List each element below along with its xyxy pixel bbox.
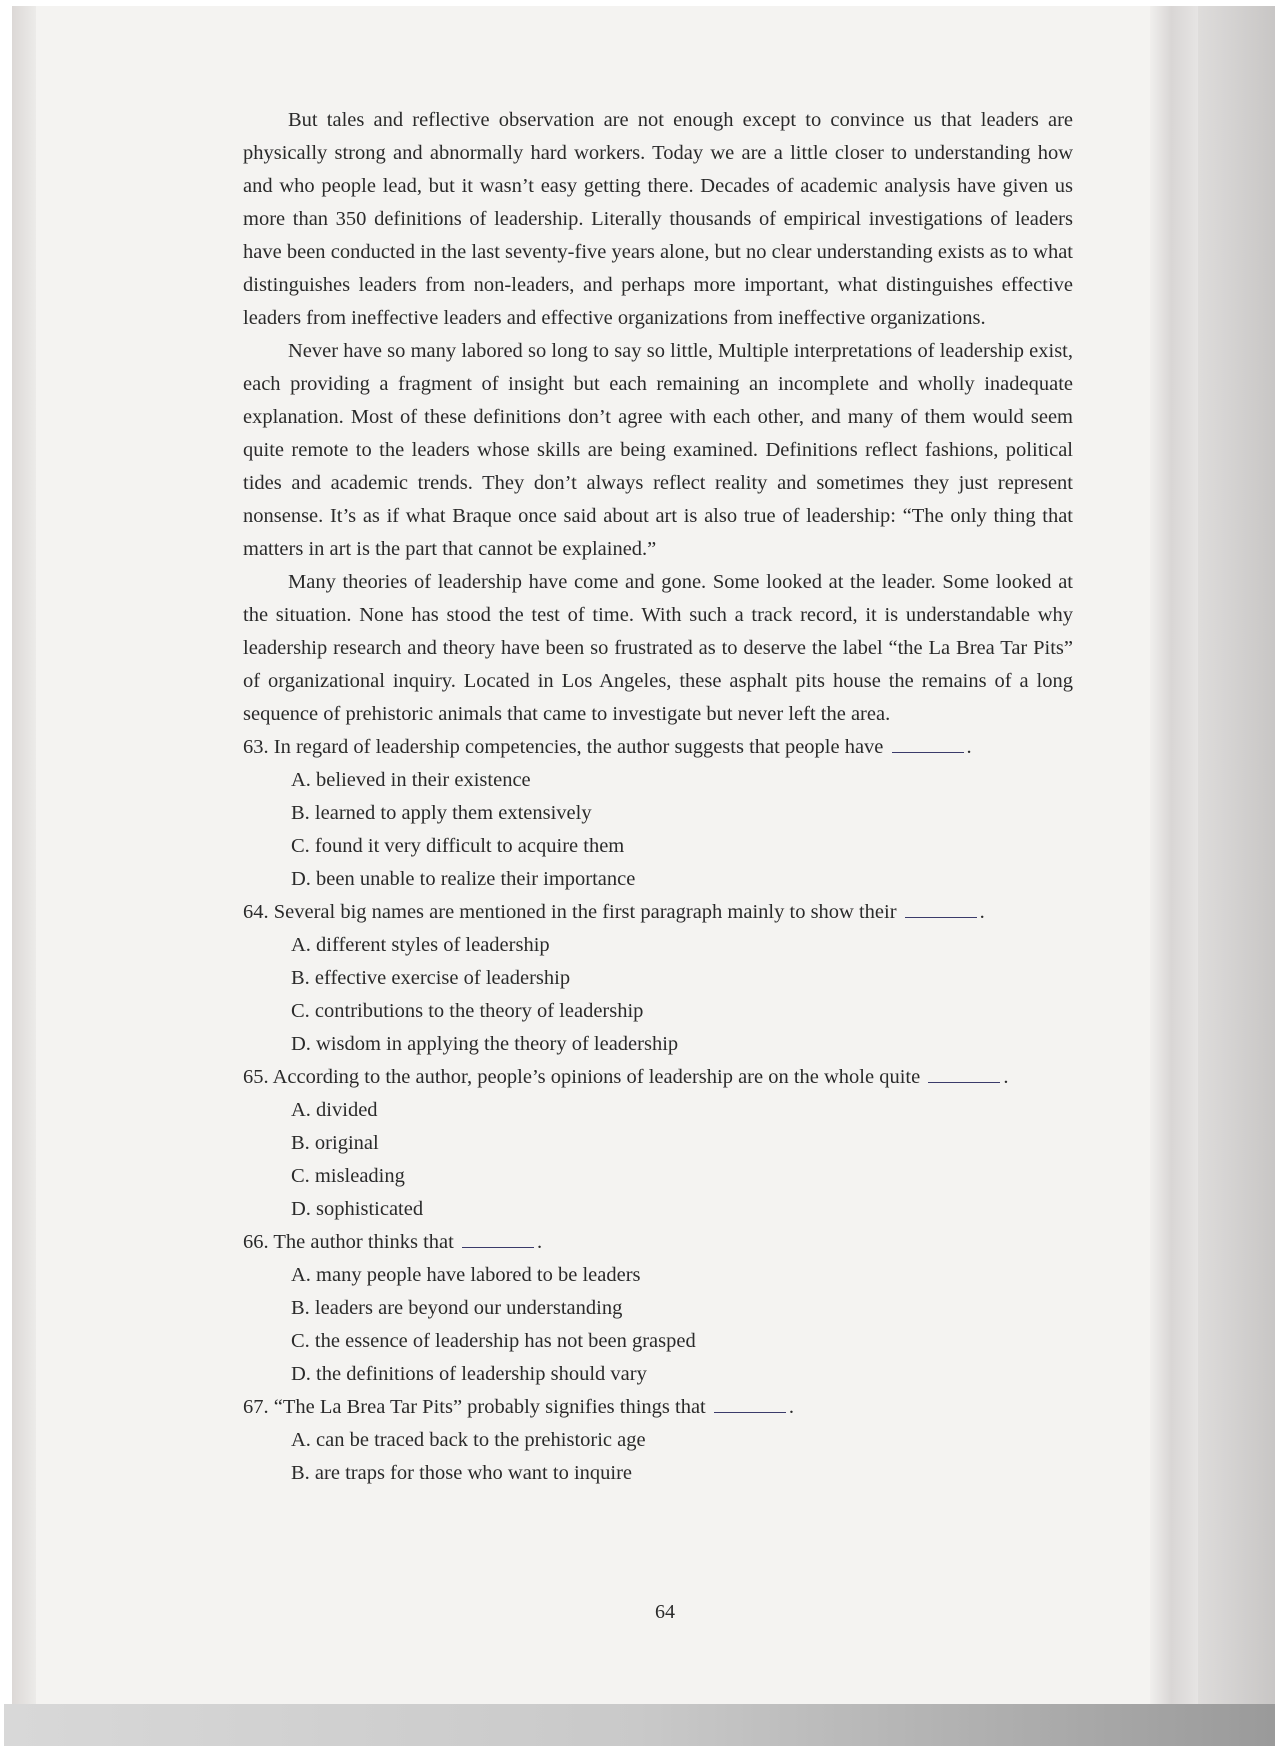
option: A. believed in their existence (291, 769, 531, 791)
page-left-edge (12, 6, 36, 1704)
option: C. contributions to the theory of leadership (291, 1000, 644, 1022)
passage-paragraph: Never have so many labored so long to say so little, Multiple interpretations of leadership exist, each providing a fragment of insight but each remaining an incomplete and wholly inadequate explanation. Most of these definitions don’t agree with each other, and many of them would seem quite remote to the leaders whose skills are being examined. Definitions reflect fashions, political tides and academic trends. They don’t always reflect reality and sometimes they just represent nonsense. It’s as if what Braque once said about art is also true of leadership: “The only thing that matters in art is the part that cannot be explained.” (243, 340, 1073, 560)
question-text: 66. The author thinks that (243, 1231, 454, 1253)
answer-blank (462, 1231, 534, 1248)
page-number: 64 (655, 1601, 675, 1623)
option: A. many people have labored to be leaders (291, 1264, 641, 1286)
option: C. the essence of leadership has not been grasped (291, 1330, 696, 1352)
question-66 (243, 1226, 1073, 1391)
question-stem (243, 896, 1073, 929)
option: C. misleading (291, 1165, 405, 1187)
option: A. different styles of leadership (291, 934, 550, 956)
scanner-bottom-shadow (4, 1704, 1275, 1746)
option: D. sophisticated (291, 1198, 424, 1220)
question-65 (243, 1061, 1073, 1226)
option: B. are traps for those who want to inquire (291, 1462, 633, 1484)
option: B. effective exercise of leadership (291, 967, 571, 989)
option: C. found it very difficult to acquire them (291, 835, 625, 857)
option: A. divided (291, 1099, 378, 1121)
question-stem (243, 731, 1073, 764)
option: D. wisdom in applying the theory of leadership (291, 1033, 679, 1055)
answer-blank (892, 736, 964, 753)
question-text: 64. Several big names are mentioned in the first paragraph mainly to show their (243, 901, 897, 923)
option: A. can be traced back to the prehistoric age (291, 1429, 646, 1451)
option: B. learned to apply them extensively (291, 802, 592, 824)
page-content (243, 104, 1073, 1490)
answer-blank (714, 1396, 786, 1413)
passage-paragraph: But tales and reflective observation are not enough except to convince us that leaders are physically strong and abnormally hard workers. Today we are a little closer to understanding how and who people lead, but it wasn’t easy getting there. Decades of academic analysis have given us more than 350 definitions of leadership. Literally thousands of empirical investigations of leaders have been conducted in the last seventy-five years alone, but no clear understanding exists as to what distinguishes leaders from non-leaders, and perhaps more important, what distinguishes effective leaders from ineffective leaders and effective organizations from ineffective organizations. (243, 109, 1073, 329)
option: D. the definitions of leadership should vary (291, 1363, 647, 1385)
question-text: 67. “The La Brea Tar Pits” probably signifies things that (243, 1396, 706, 1418)
option: B. leaders are beyond our understanding (291, 1297, 623, 1319)
question-67 (243, 1391, 1073, 1490)
question-stem (243, 1391, 1073, 1424)
book-gutter-shadow (1150, 6, 1198, 1704)
question-64 (243, 896, 1073, 1061)
question-end: . (536, 1231, 543, 1253)
question-end: . (1003, 1066, 1009, 1088)
question-end: . (979, 901, 985, 923)
question-stem (243, 1061, 1073, 1094)
option: D. been unable to realize their importance (291, 868, 636, 890)
question-stem (243, 1226, 1073, 1259)
answer-blank (928, 1066, 1000, 1083)
answer-blank (905, 901, 977, 918)
question-end: . (788, 1396, 795, 1418)
question-end: . (966, 736, 972, 758)
option: B. original (291, 1132, 379, 1154)
question-63 (243, 731, 1073, 896)
passage-paragraph: Many theories of leadership have come and gone. Some looked at the leader. Some looked at the situation. None has stood the test of time. With such a track record, it is understandable why leadership research and theory have been so frustrated as to deserve the label “the La Brea Tar Pits” of organizational inquiry. Located in Los Angeles, these asphalt pits house the remains of a long sequence of prehistoric animals that came to investigate but never left the area. (243, 571, 1073, 725)
question-text: 65. According to the author, people’s opinions of leadership are on the whole quite (243, 1066, 921, 1088)
question-text: 63. In regard of leadership competencies, the author suggests that people have (243, 736, 884, 758)
scanner-edge (1198, 6, 1275, 1704)
